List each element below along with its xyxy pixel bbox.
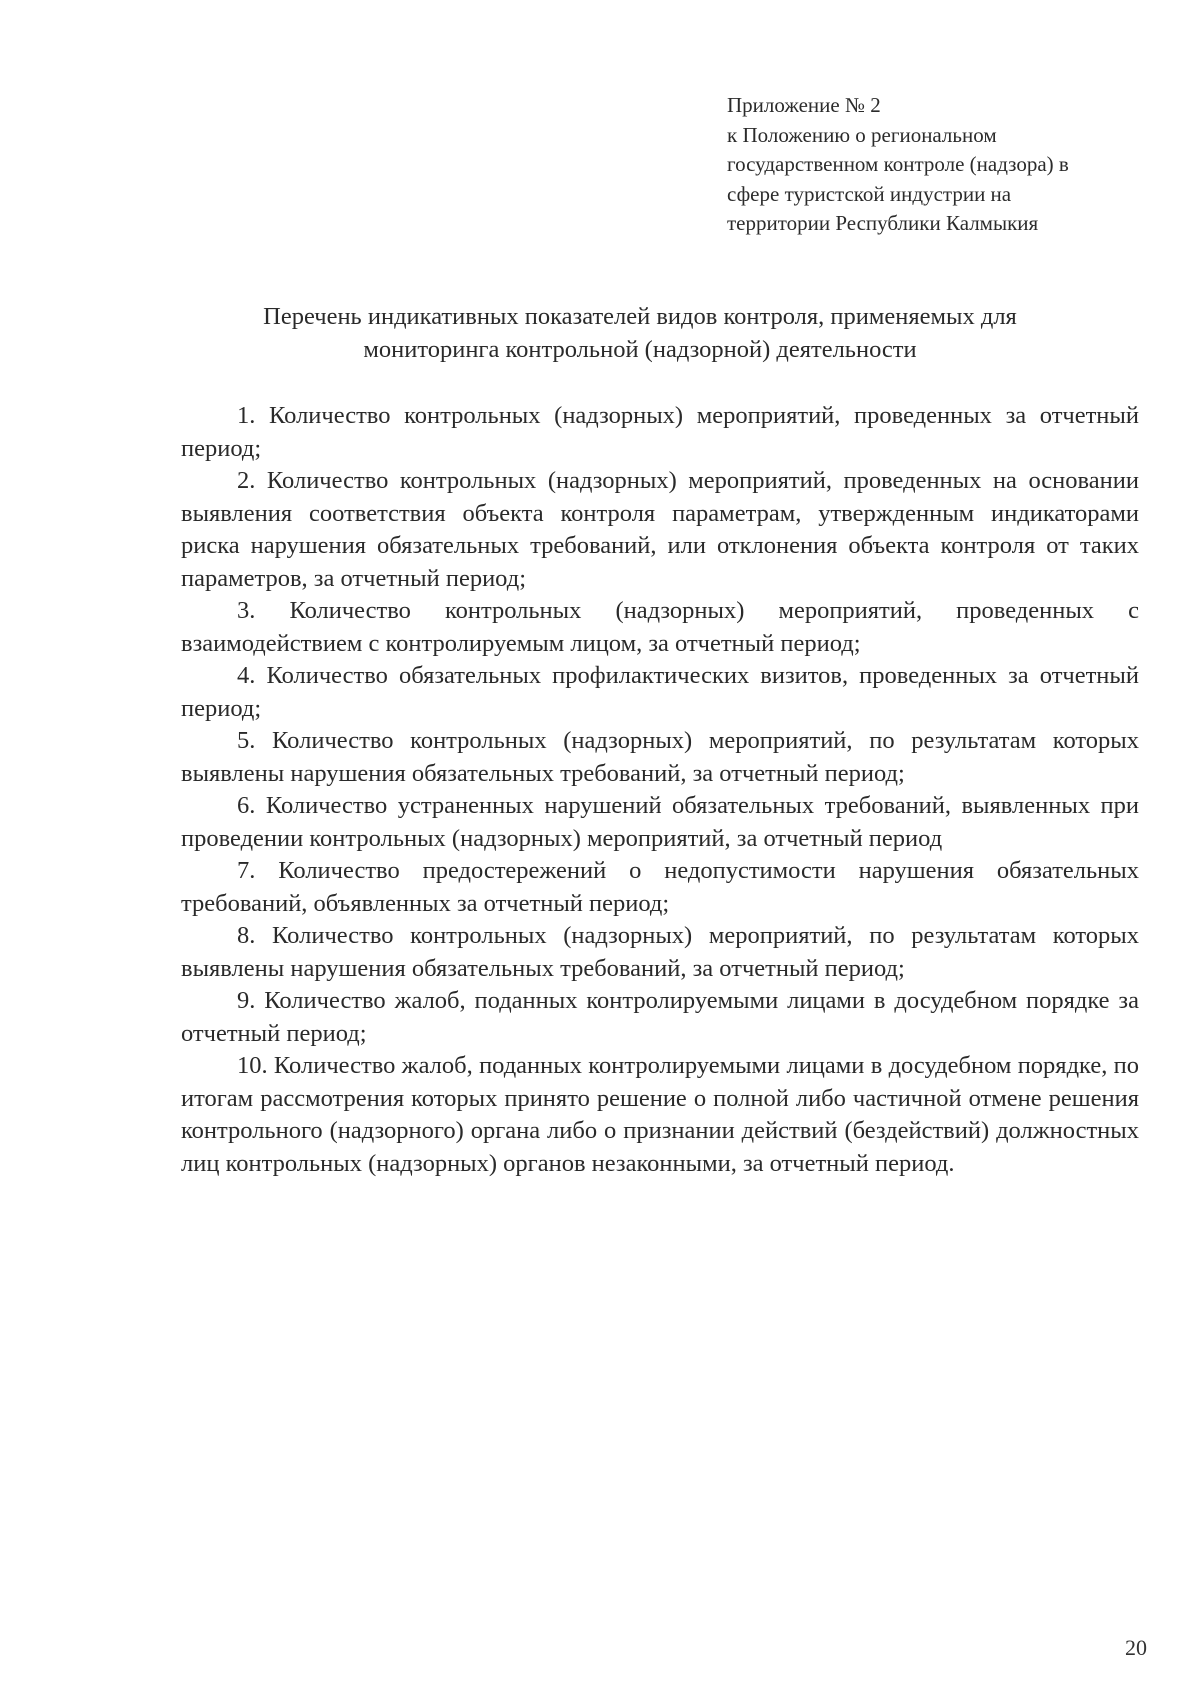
appendix-line: Приложение № 2 [727, 93, 881, 117]
appendix-header [727, 91, 1167, 239]
appendix-line: сфере туристской индустрии на [727, 181, 1012, 206]
list-item: 1. Количество контрольных (надзорных) мероприятий, проведенных за отчетный период; [181, 402, 1139, 462]
list-item: 3. Количество контрольных (надзорных) мероприятий, проведенных с взаимодействием с контролируемым лицом, за отчетный период; [181, 597, 1139, 657]
appendix-line: территории Республики Калмыкия [727, 211, 1039, 235]
page-number: 20 [1125, 1635, 1147, 1660]
list-item: 4. Количество обязательных профилактических визитов, проведенных за отчетный период; [181, 662, 1139, 722]
document-title [180, 300, 1100, 366]
list-item: 6. Количество устраненных нарушений обязательных требований, выявленных при проведении контрольных (надзорных) мероприятий, за отчетный период [181, 792, 1139, 852]
list-item: 8. Количество контрольных (надзорных) мероприятий, по результатам которых выявлены нарушения обязательных требований, за отчетный период; [181, 922, 1139, 982]
list-item: 10. Количество жалоб, поданных контролируемыми лицами в досудебном порядке, по итогам рассмотрения которых принято решение о полной либо частичной отмене решения контрольного (надзорного) органа либо о признании действий (бездействий) должностных лиц контрольных (надзорных) органов незаконными, за отчетный период. [181, 1052, 1139, 1177]
list-item: 5. Количество контрольных (надзорных) мероприятий, по результатам которых выявлены нарушения обязательных требований, за отчетный период; [181, 727, 1139, 787]
appendix-line: к Положению о региональном [727, 122, 997, 147]
title-line: Перечень индикативных показателей видов контроля, применяемых для [263, 303, 1017, 330]
title-line: мониторинга контрольной (надзорной) деятельности [363, 336, 917, 363]
indicator-list [181, 400, 1139, 1180]
list-item: 2. Количество контрольных (надзорных) мероприятий, проведенных на основании выявления соответствия объекта контроля параметрам, утвержденным индикаторами риска нарушения обязательных требований, или отклонения объекта контроля от таких параметров, за отчетный период; [181, 467, 1139, 592]
list-item: 7. Количество предостережений о недопустимости нарушения обязательных требований, объявленных за отчетный период; [181, 857, 1139, 917]
appendix-line: государственном контроле (надзора) в [727, 152, 1069, 176]
list-item: 9. Количество жалоб, поданных контролируемыми лицами в досудебном порядке за отчетный период; [181, 987, 1139, 1047]
